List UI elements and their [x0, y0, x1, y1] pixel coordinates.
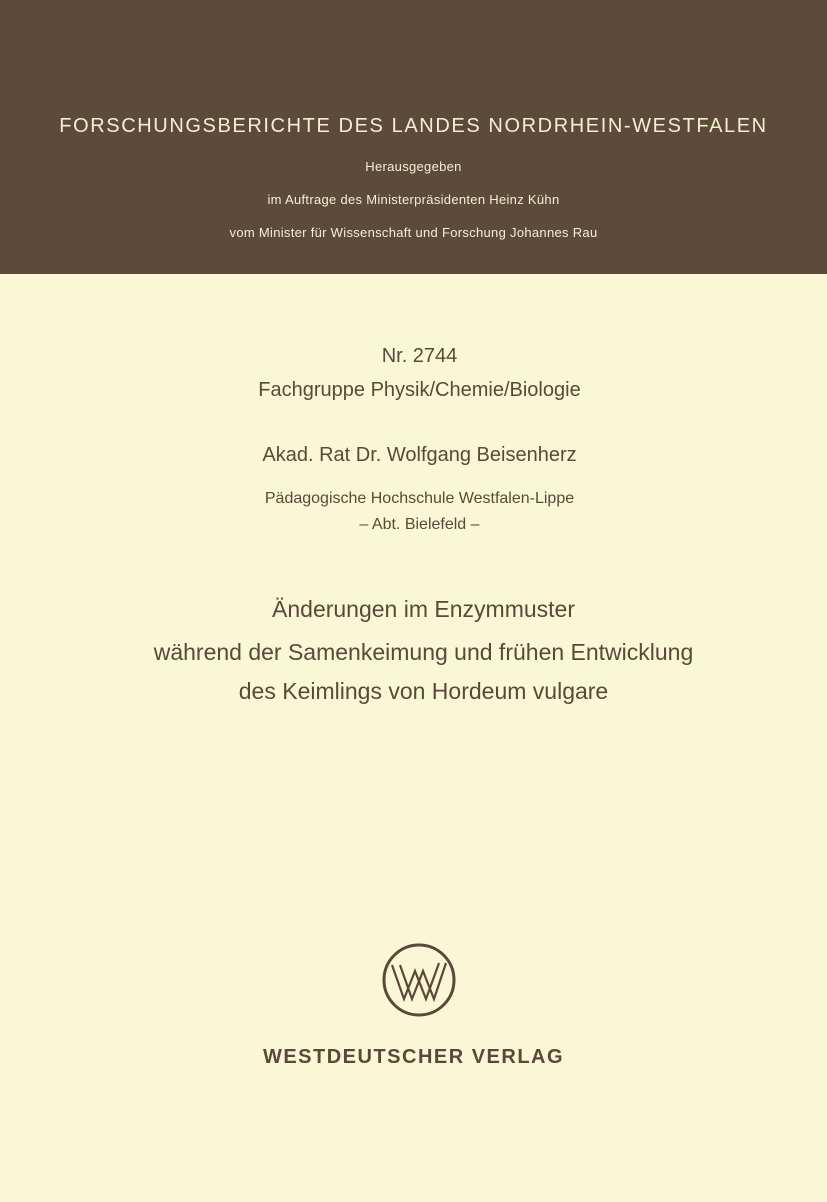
report-title-line-1: Änderungen im Enzymmuster [272, 596, 575, 622]
report-title-line-2: während der Samenkeimung und frühen Entwicklung [153, 639, 694, 665]
report-number: Nr. 2744 [381, 345, 458, 367]
author-name: Akad. Rat Dr. Wolfgang Beisenherz [262, 444, 577, 466]
westdeutscher-verlag-logo-icon [380, 941, 458, 1019]
minister-line: vom Minister für Wissenschaft und Forschung Johannes Rau [229, 225, 598, 240]
header-band [0, 0, 827, 274]
subject-group: Fachgruppe Physik/Chemie/Biologie [258, 379, 581, 401]
report-title-line-3: des Keimlings von Hordeum vulgare [238, 678, 609, 704]
editor-line: Herausgegeben [365, 159, 462, 174]
publisher-name: WESTDEUTSCHER VERLAG [262, 1046, 565, 1068]
department-name: – Abt. Bielefeld – [359, 516, 480, 533]
series-title: FORSCHUNGSBERICHTE DES LANDES NORDRHEIN-WESTFALEN [59, 115, 768, 137]
commission-line: im Auftrage des Ministerpräsidenten Heinz Kühn [267, 192, 560, 207]
institution-name: Pädagogische Hochschule Westfalen-Lippe [264, 490, 575, 507]
